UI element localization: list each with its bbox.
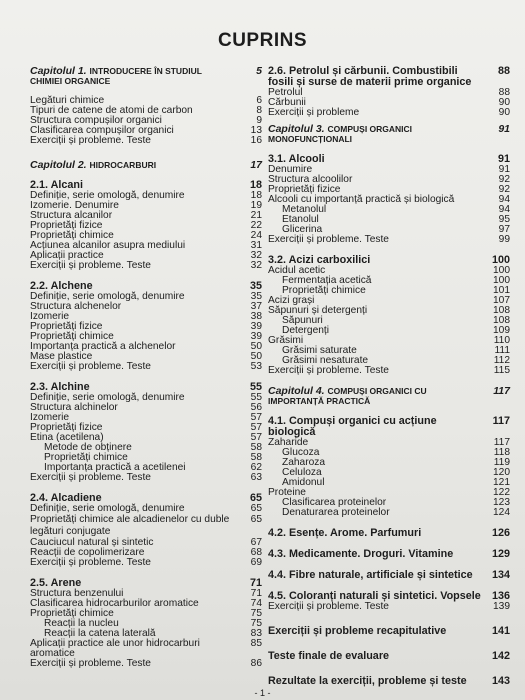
- toc-entry-title: [30, 504, 240, 514]
- toc-entry-title: [30, 66, 240, 86]
- toc-entry-text: Proprietăți fizice: [30, 422, 103, 433]
- toc-entry: [30, 136, 262, 146]
- toc-page-number: 91: [497, 153, 510, 165]
- toc-entry-text: Structura compușilor organici: [30, 115, 162, 126]
- toc-page-number: 62: [250, 462, 262, 473]
- toc-page-number: 99: [498, 234, 510, 245]
- toc-entry-text: Exerciții și probleme. Teste: [30, 361, 151, 372]
- toc-entry-title: [268, 108, 488, 118]
- toc-page-number: 111: [494, 345, 510, 356]
- toc-entry-text: Grăsimi saturate: [282, 345, 357, 356]
- toc-subentry: [268, 326, 510, 336]
- toc-page-number: 65: [249, 492, 262, 504]
- toc-page-number: 109: [493, 325, 510, 336]
- toc-entry-title: [268, 676, 488, 687]
- toc-entry-text: Izomerie: [30, 311, 70, 322]
- toc-page-number: 53: [250, 361, 262, 372]
- toc-page-number: 97: [498, 224, 510, 235]
- toc-entry-text: Proprietăți chimice: [30, 608, 114, 619]
- toc-entry-title: [268, 366, 488, 376]
- toc-entry-text: Exerciții și probleme. Teste: [268, 365, 389, 376]
- toc-page-number: 56: [250, 402, 262, 413]
- toc-page-number: 8: [256, 105, 262, 116]
- toc-entry-text: Proprietăți fizice: [30, 321, 103, 332]
- toc-entry-text: Etanolul: [282, 214, 319, 225]
- toc-entry-title: [268, 124, 488, 144]
- toc-entry: [268, 366, 510, 376]
- toc-entry-text: Rezultate la exerciții, probleme și teste: [268, 675, 467, 687]
- toc-entry-text: Acidul acetic: [268, 265, 326, 276]
- toc-entry-text: Detergenți: [282, 325, 330, 336]
- page-title: CUPRINS: [217, 30, 307, 51]
- toc-page-number: 16: [250, 135, 262, 146]
- toc-entry-text: Reacții de copolimerizare: [30, 547, 145, 558]
- toc-entry-text: Fermentația acetică: [282, 275, 372, 286]
- toc-page-number: 57: [250, 432, 262, 443]
- toc-page-number: 57: [250, 422, 262, 433]
- toc-entry-text: Proprietăți fizice: [30, 220, 103, 231]
- toc-entry-text: Exerciții și probleme recapitulative: [268, 625, 447, 637]
- toc-entry-title: [268, 235, 488, 245]
- toc-entry-text: Exerciții și probleme. Teste: [30, 472, 151, 483]
- toc-entry-text: Definiție, serie omologă, denumire: [30, 392, 185, 403]
- toc-entry-title: [268, 549, 488, 560]
- toc-entry-text: Capitolul 1.: [30, 65, 87, 77]
- toc-chapter-name: COMPUȘI ORGANICI CU IMPORTANȚĂ PRACTICĂ: [268, 386, 427, 406]
- toc-entry-text: 4.5. Coloranți naturali și sintetici. Vopsele: [268, 590, 481, 602]
- toc-entry: [30, 639, 262, 659]
- toc-entry-text: Clasificarea compușilor organici: [30, 125, 174, 136]
- toc-entry-text: 2.2. Alchene: [30, 280, 93, 292]
- toc-page-number: 39: [250, 331, 262, 342]
- toc-page-number: 35: [250, 291, 262, 302]
- toc-entry-text: Acizi grași: [268, 295, 315, 306]
- toc-page-number: 94: [498, 204, 510, 215]
- toc-page-number: 57: [250, 412, 262, 423]
- toc-page-number: 71: [249, 577, 262, 589]
- toc-entry-text: Exerciții și probleme. Teste: [30, 260, 151, 271]
- toc-page-number: 31: [250, 240, 262, 251]
- toc-entry-text: Exerciții și probleme. Teste: [30, 557, 151, 568]
- toc-entry-title: [30, 362, 240, 372]
- toc-chapter-heading: [268, 124, 510, 144]
- toc-entry-text: Tipuri de catene de atomi de carbon: [30, 105, 193, 116]
- toc-page-number: 71: [250, 588, 262, 599]
- toc-page-number: 32: [250, 250, 262, 261]
- toc-page-number: 123: [493, 497, 510, 508]
- toc-page-number: 38: [250, 311, 262, 322]
- toc-entry-title: [268, 528, 488, 539]
- toc-page-number: 100: [491, 254, 510, 266]
- toc-page-number: 100: [493, 275, 510, 286]
- toc-page-number: 100: [493, 265, 510, 276]
- toc-entry-title: [268, 570, 488, 581]
- toc-page-number: 120: [493, 467, 510, 478]
- toc-chapter-name: INTRODUCERE ÎN STUDIUL CHIMIEI ORGANICE: [30, 66, 202, 86]
- toc-entry-text: 4.3. Medicamente. Droguri. Vitamine: [268, 548, 454, 560]
- toc-section-heading: [268, 416, 510, 438]
- toc-page-number: 88: [497, 65, 510, 77]
- toc-entry-text: Exerciții și probleme. Teste: [268, 601, 389, 612]
- toc-entry-text: Capitolul 3.: [268, 123, 325, 135]
- toc-section-heading: [268, 651, 510, 662]
- toc-page-number: 6: [256, 95, 262, 106]
- toc-page-number: 121: [493, 477, 510, 488]
- toc-entry-text: Proteine: [268, 487, 306, 498]
- toc-entry-text: Grăsimi: [268, 335, 304, 346]
- toc-entry: [268, 108, 510, 118]
- toc-page-number: 75: [250, 608, 262, 619]
- toc-entry-title: [30, 514, 240, 538]
- toc-entry-text: Etina (acetilena): [30, 432, 104, 443]
- toc-page-number: 139: [493, 601, 510, 612]
- toc-entry-title: [268, 416, 488, 438]
- toc-entry-text: Definiție, serie omologă, denumire: [30, 291, 185, 302]
- toc-page-number: 101: [493, 285, 510, 296]
- toc-page-number: 134: [491, 569, 510, 581]
- page-number: - 1 -: [254, 688, 271, 698]
- toc-page-number: 75: [250, 618, 262, 629]
- toc-entry-text: Izomerie: [30, 412, 70, 423]
- toc-entry-text: Proprietăți fizice: [268, 184, 341, 195]
- toc-chapter-name: COMPUȘI ORGANICI MONOFUNCȚIONALI: [268, 124, 413, 144]
- toc-entry-text: Reacții la catena laterală: [44, 628, 156, 639]
- toc-entry-text: Capitolul 4.: [268, 385, 325, 397]
- toc-chapter-name: HIDROCARBURI: [89, 160, 157, 170]
- toc-page-number: 91: [498, 123, 510, 135]
- toc-entry-text: 2.1. Alcani: [30, 179, 84, 191]
- toc-entry: [30, 659, 262, 669]
- toc-entry-text: Zaharoza: [282, 457, 326, 468]
- toc-entry-text: Proprietăți chimice: [44, 452, 128, 463]
- toc-entry-text: Metode de obținere: [44, 442, 132, 453]
- toc-entry-text: Aplicații practice: [30, 250, 104, 261]
- toc-page-number: 55: [250, 392, 262, 403]
- toc-left-column: [30, 66, 262, 669]
- toc-page-number: 19: [250, 200, 262, 211]
- toc-page-number: 91: [498, 164, 510, 175]
- toc-page-number: 108: [493, 315, 510, 326]
- toc-page-number: 143: [491, 675, 510, 687]
- toc-entry-text: Structura alchinelor: [30, 402, 118, 413]
- toc-page-number: 110: [493, 335, 510, 346]
- toc-entry-text: Exerciții și probleme: [268, 107, 360, 118]
- toc-page-number: 119: [493, 457, 510, 468]
- toc-chapter-heading: [268, 386, 510, 406]
- toc-entry: [30, 362, 262, 372]
- toc-page-number: 141: [491, 625, 510, 637]
- toc-entry-title: [30, 659, 240, 669]
- toc-entry-text: Cauciucul natural și sintetic: [30, 537, 154, 548]
- toc-entry-text: Structura alcanilor: [30, 210, 113, 221]
- toc-entry-title: [30, 261, 240, 271]
- toc-entry-title: [30, 639, 240, 659]
- toc-page-number: 17: [250, 159, 262, 171]
- toc-page-number: 107: [493, 295, 510, 306]
- toc-page-number: 39: [250, 321, 262, 332]
- toc-entry-text: Metanolul: [282, 204, 327, 215]
- toc-entry: [30, 504, 262, 514]
- toc-page-number: 67: [250, 537, 262, 548]
- toc-page-number: 112: [493, 355, 510, 366]
- toc-page-number: 13: [250, 125, 262, 136]
- toc-entry-text: 3.2. Acizi carboxilici: [268, 254, 371, 266]
- toc-page-number: 5: [256, 65, 262, 77]
- toc-page-number: 74: [250, 598, 262, 609]
- toc-entry-text: Importanța practică a alchenelor: [30, 341, 176, 352]
- toc-entry-text: 2.6. Petrolul și cărbunii. Combustibili fosili și surse de materii prime organice: [268, 65, 472, 88]
- toc-entry-text: 3.1. Alcooli: [268, 153, 325, 165]
- toc-page-number: 32: [250, 260, 262, 271]
- toc-page-number: 88: [498, 87, 510, 98]
- toc-page-number: 18: [249, 179, 262, 191]
- toc-entry-text: Aplicații practice ale unor hidrocarburi aromatice: [30, 638, 200, 659]
- toc-page-number: 122: [493, 487, 510, 498]
- toc-page-number: 22: [250, 220, 262, 231]
- toc-page-number: 50: [250, 341, 262, 352]
- toc-page-number: 21: [250, 210, 262, 221]
- toc-entry-text: Denumire: [268, 164, 313, 175]
- toc-entry-text: Acțiunea alcanilor asupra mediului: [30, 240, 186, 251]
- toc-page-number: 136: [491, 590, 510, 602]
- toc-page-number: 55: [249, 381, 262, 393]
- toc-page-number: 142: [491, 650, 510, 662]
- toc-entry-text: Proprietăți chimice ale alcadienelor cu duble legături conjugate: [30, 514, 230, 537]
- toc-page-number: 92: [498, 184, 510, 195]
- toc-entry-title: [30, 473, 240, 483]
- toc-entry-text: Structura benzenului: [30, 588, 124, 599]
- toc-page-number: 9: [256, 115, 262, 126]
- toc-spacer: [268, 612, 510, 626]
- toc-entry-title: [268, 651, 488, 662]
- toc-page-number: 129: [491, 548, 510, 560]
- toc-entry-title: [268, 66, 488, 88]
- toc-entry: [30, 558, 262, 568]
- toc-entry-text: Legături chimice: [30, 95, 105, 106]
- toc-page-number: 37: [250, 301, 262, 312]
- toc-entry-text: Izomerie. Denumire: [30, 200, 119, 211]
- toc-page-number: 63: [250, 472, 262, 483]
- toc-page-number: 92: [498, 174, 510, 185]
- toc-page-number: 117: [492, 415, 510, 427]
- toc-entry-text: Clasificarea proteinelor: [282, 497, 387, 508]
- toc-page-number: 95: [498, 214, 510, 225]
- toc-page-number: 58: [250, 442, 262, 453]
- toc-entry: [268, 602, 510, 612]
- toc-entry-text: Proprietăți chimice: [30, 331, 114, 342]
- toc-entry-text: Exerciții și probleme. Teste: [268, 234, 389, 245]
- toc-page-number: 69: [250, 557, 262, 568]
- toc-page-number: 118: [493, 447, 510, 458]
- toc-right-column: [268, 66, 510, 687]
- toc-spacer: [268, 637, 510, 651]
- toc-page-number: 85: [250, 638, 262, 649]
- toc-page-number: 117: [493, 385, 510, 397]
- toc-entry-text: Proprietăți chimice: [282, 285, 366, 296]
- toc-entry-text: Capitolul 2.: [30, 159, 87, 171]
- toc-entry-text: 4.4. Fibre naturale, artificiale și sintetice: [268, 569, 473, 581]
- toc-entry-text: Mase plastice: [30, 351, 93, 362]
- toc-entry-text: Alcooli cu importanță practică și biologică: [268, 194, 455, 205]
- toc-entry-title: [30, 160, 240, 170]
- toc-entry-text: Săpunuri și detergenți: [268, 305, 368, 316]
- toc-entry-text: Reacții la nucleu: [44, 618, 119, 629]
- toc-subentry: [268, 508, 510, 518]
- toc-page-number: 24: [250, 230, 262, 241]
- toc-section-heading: [268, 626, 510, 637]
- toc-entry-text: Denaturarea proteinelor: [282, 507, 390, 518]
- toc-entry-text: 2.3. Alchine: [30, 381, 90, 393]
- toc-entry-title: [30, 136, 240, 146]
- toc-section-heading: [268, 549, 510, 560]
- toc-entry-text: Teste finale de evaluare: [268, 650, 390, 662]
- toc-page-number: 50: [250, 351, 262, 362]
- toc-chapter-heading: [30, 160, 262, 170]
- toc-entry-text: Clasificarea hidrocarburilor aromatice: [30, 598, 199, 609]
- toc-section-heading: [268, 570, 510, 581]
- toc-page-number: 83: [250, 628, 262, 639]
- toc-entry-text: Exerciții și probleme. Teste: [30, 135, 151, 146]
- toc-entry-title: [268, 626, 488, 637]
- toc-page-number: 126: [491, 527, 510, 539]
- toc-entry-text: Definiție, serie omologă, denumire: [30, 190, 185, 201]
- toc-entry-text: Glicerina: [282, 224, 323, 235]
- toc-entry-text: Petrolul: [268, 87, 303, 98]
- toc-entry: [30, 514, 262, 538]
- toc-section-heading: [268, 66, 510, 88]
- toc-chapter-heading: [30, 66, 262, 86]
- toc-entry-text: 2.4. Alcadiene: [30, 492, 102, 504]
- toc-page-number: 86: [250, 658, 262, 669]
- toc-entry-text: Săpunuri: [282, 315, 323, 326]
- toc-page-number: 65: [250, 503, 262, 514]
- toc-entry-text: Importanța practică a acetilenei: [44, 462, 186, 473]
- toc-spacer: [268, 662, 510, 676]
- toc-entry-text: Celuloza: [282, 467, 322, 478]
- toc-spacer: [30, 146, 262, 160]
- toc-page-number: 108: [493, 305, 510, 316]
- toc-entry: [30, 261, 262, 271]
- toc-entry-text: Cărbunii: [268, 97, 306, 108]
- toc-page-number: 94: [498, 194, 510, 205]
- toc-entry-text: Exerciții și probleme. Teste: [30, 658, 151, 669]
- toc-entry-text: Structura alcoolilor: [268, 174, 353, 185]
- toc-page-number: 35: [249, 280, 262, 292]
- toc-entry-text: 4.2. Esențe. Arome. Parfumuri: [268, 527, 422, 539]
- toc-entry-text: 2.5. Arene: [30, 577, 82, 589]
- toc-page-number: 18: [250, 190, 262, 201]
- toc-entry-title: [30, 558, 240, 568]
- toc-page-number: 65: [250, 514, 262, 525]
- toc-entry-text: Proprietăți chimice: [30, 230, 114, 241]
- toc-page-number: 124: [493, 507, 510, 518]
- toc-entry-text: Zaharide: [268, 437, 309, 448]
- toc-entry-text: Structura alchenelor: [30, 301, 122, 312]
- toc-page-number: 68: [250, 547, 262, 558]
- toc-entry-text: Amidonul: [282, 477, 325, 488]
- toc-section-heading: [268, 676, 510, 687]
- toc-page-number: 90: [498, 97, 510, 108]
- toc-entry-text: Grăsimi nesaturate: [282, 355, 369, 366]
- toc-entry: [268, 235, 510, 245]
- toc-page-number: 117: [493, 437, 510, 448]
- toc-entry-title: [268, 602, 488, 612]
- toc-page-number: 58: [250, 452, 262, 463]
- toc-page-number: 90: [498, 107, 510, 118]
- toc-entry-title: [268, 508, 488, 518]
- toc-entry-title: [268, 386, 488, 406]
- toc-entry-text: Glucoza: [282, 447, 320, 458]
- toc-entry-text: Definiție, serie omologă, denumire: [30, 503, 185, 514]
- toc-section-heading: [268, 528, 510, 539]
- toc-entry-text: 4.1. Compuși organici cu acțiune biologică: [268, 415, 437, 438]
- toc-page-number: 115: [493, 365, 510, 376]
- toc-entry: [30, 473, 262, 483]
